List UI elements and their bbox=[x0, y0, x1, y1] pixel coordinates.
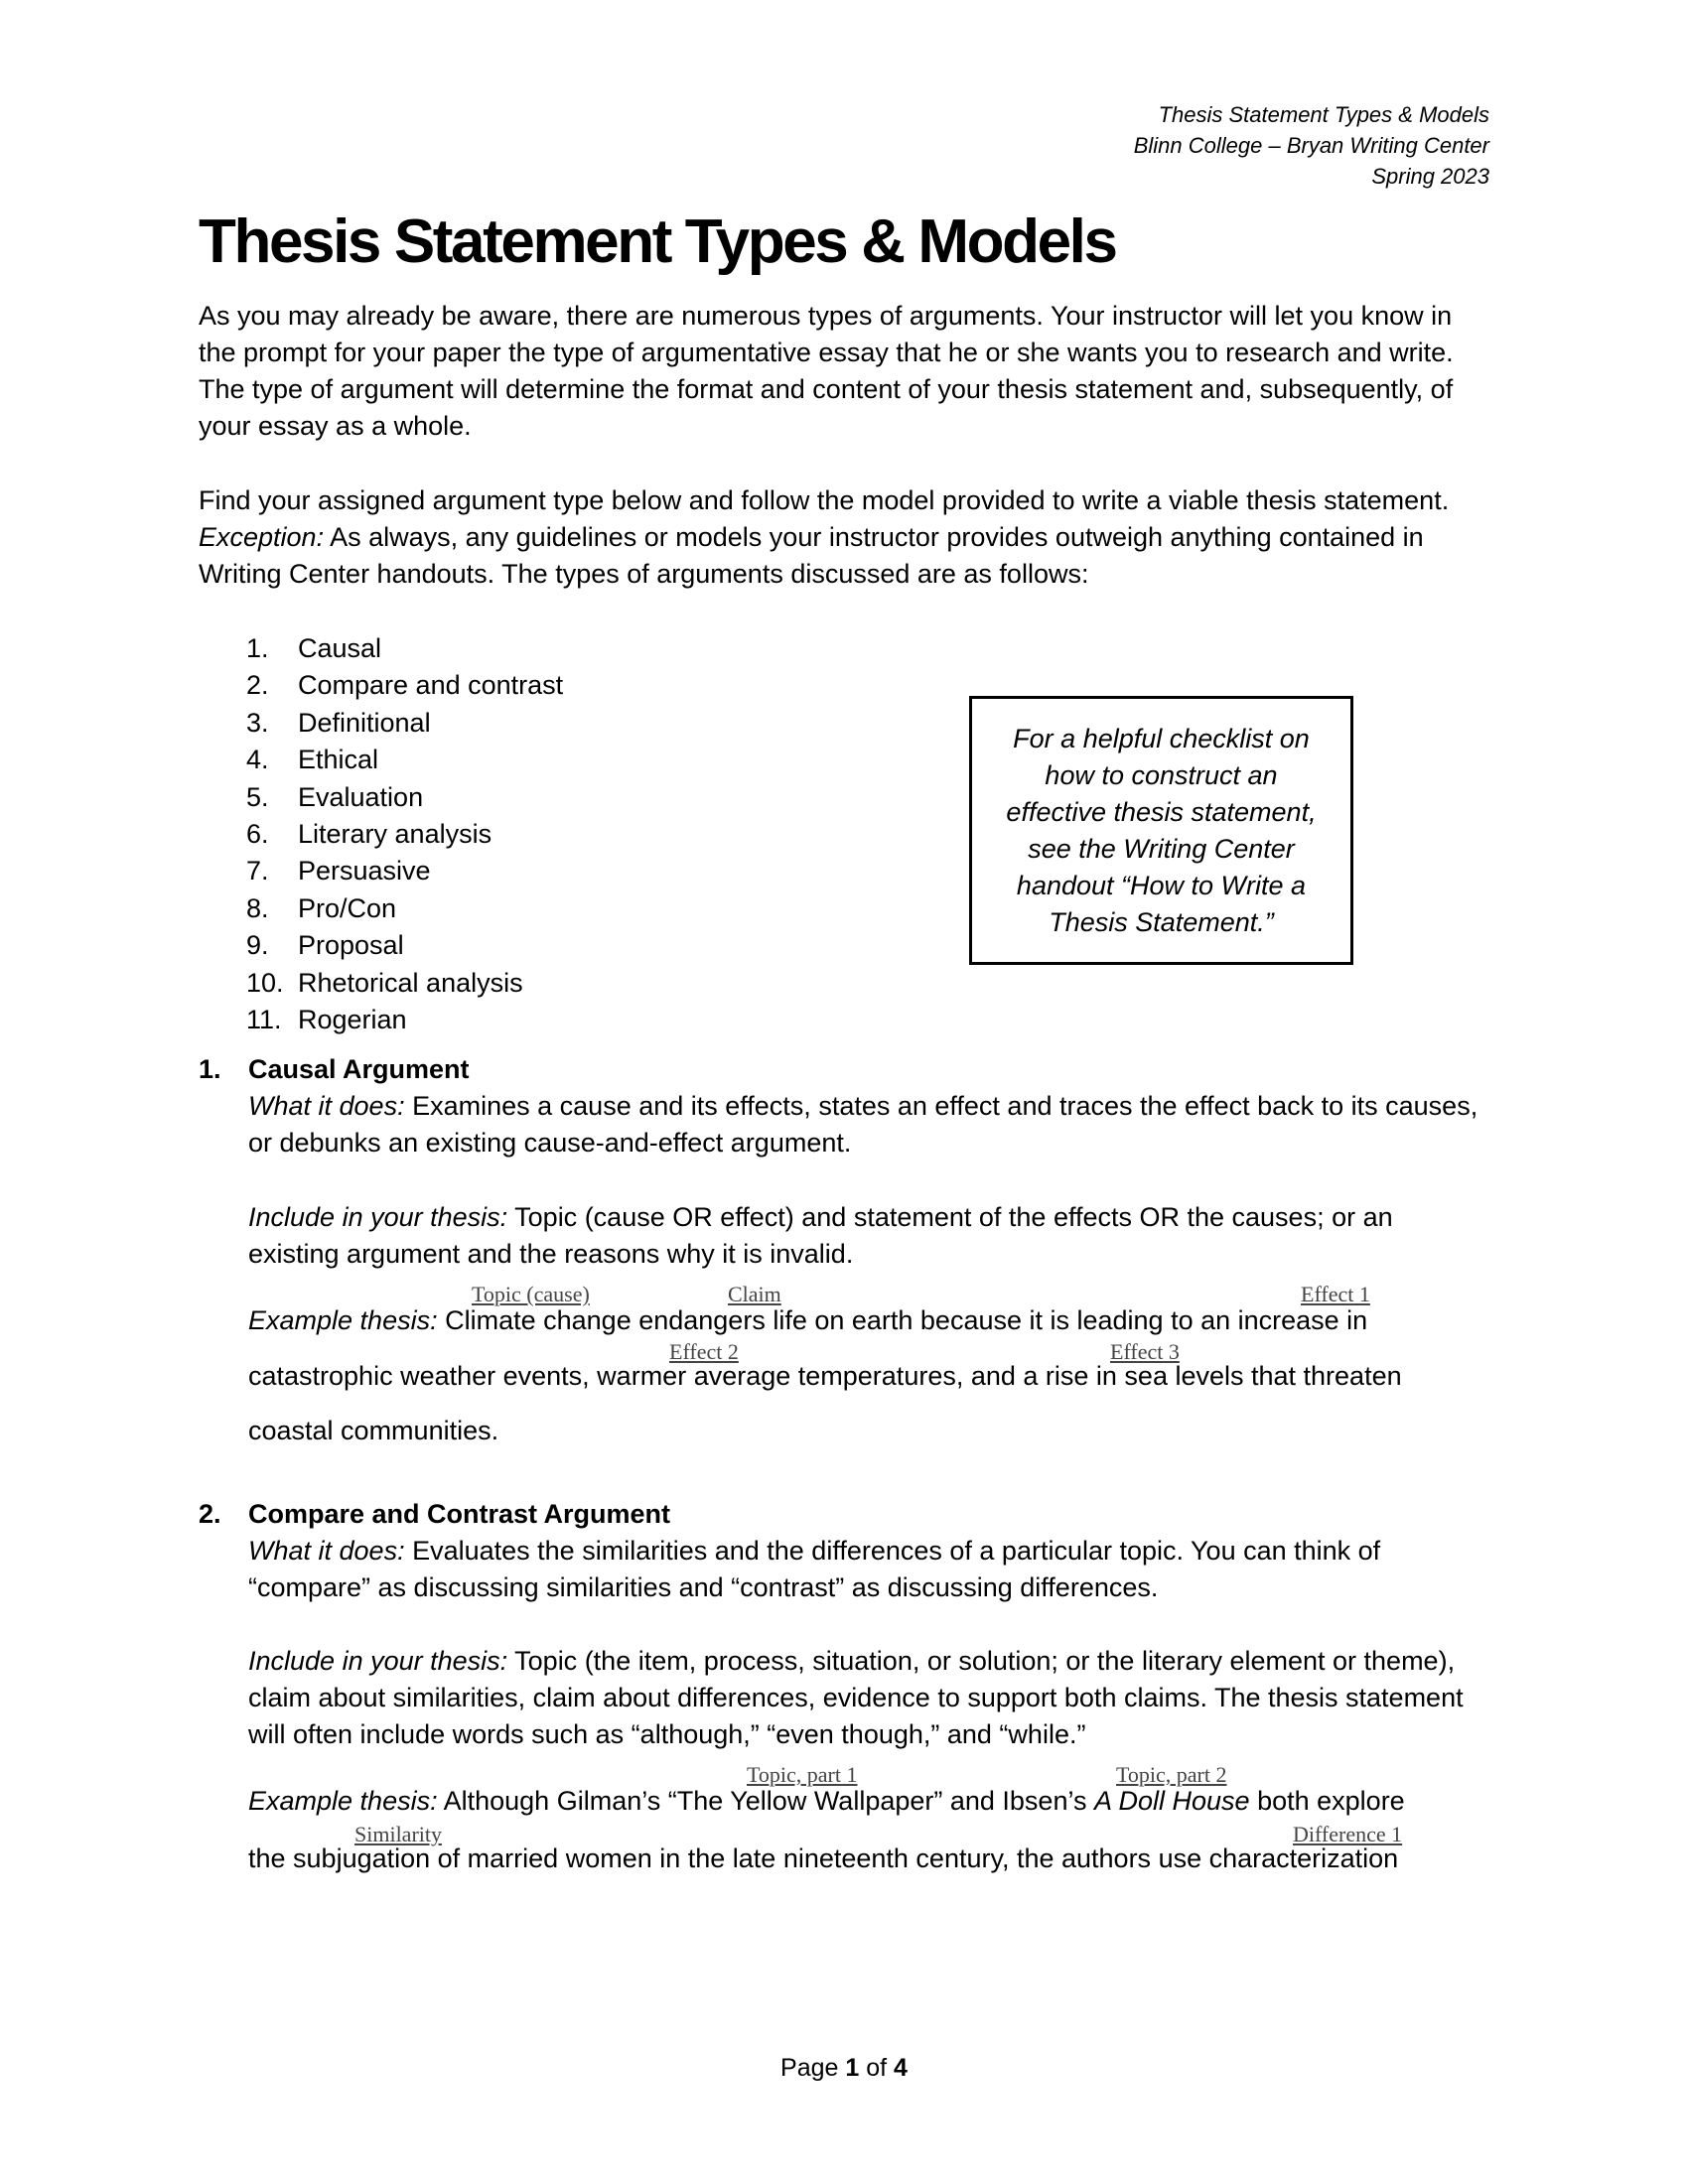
header-institution: Blinn College – Bryan Writing Center bbox=[1133, 133, 1489, 158]
list-label: Literary analysis bbox=[298, 819, 492, 850]
list-number: 3. bbox=[246, 707, 269, 738]
annotation-topic-part-2: Topic, part 2 bbox=[1116, 1762, 1227, 1787]
list-item bbox=[246, 742, 563, 778]
annotation-similarity: Similarity bbox=[354, 1822, 442, 1846]
checklist-callout-text: For a helpful checklist on how to construct an effective thesis statement, see the Writing Center handout “How to Write a Thesis Statement.” bbox=[1006, 723, 1317, 937]
list-number: 8. bbox=[246, 892, 269, 923]
example-text-end: both explore bbox=[1257, 1786, 1405, 1816]
list-item bbox=[246, 927, 563, 964]
example-label: Example thesis: bbox=[248, 1786, 438, 1816]
checklist-callout-box bbox=[969, 696, 1353, 965]
example-text: Climate change endangers life on earth because it is leading to an increase in bbox=[445, 1305, 1368, 1335]
list-number: 5. bbox=[246, 781, 269, 812]
list-item bbox=[246, 965, 563, 1002]
page-number-footer bbox=[0, 2051, 1688, 2085]
intro-p2-end: As always, any guidelines or models your instructor provides outweigh anything contained in Writing Center handouts. The types of arguments discussed are as follows: bbox=[199, 522, 1424, 589]
what-text: Examines a cause and its effects, states an effect and traces the effect back to its causes, or debunks an existing cause-and-effect argument. bbox=[248, 1091, 1478, 1158]
list-label: Ethical bbox=[298, 745, 379, 775]
list-number: 10. bbox=[246, 967, 284, 998]
of-word: of bbox=[866, 2054, 888, 2082]
list-label: Proposal bbox=[298, 930, 404, 961]
what-text: Evaluates the similarities and the differences of a particular topic. You can think of “compare” as discussing similarities and “contrast” as discussing differences. bbox=[248, 1536, 1381, 1602]
section-title: Causal Argument bbox=[248, 1054, 470, 1084]
list-item bbox=[246, 1002, 563, 1038]
list-item bbox=[246, 630, 563, 667]
section-title: Compare and Contrast Argument bbox=[248, 1499, 671, 1529]
list-label: Rogerian bbox=[298, 1005, 407, 1035]
causal-include bbox=[248, 1199, 1489, 1273]
list-number: 7. bbox=[246, 856, 269, 887]
section-heading-causal bbox=[199, 1051, 470, 1088]
annotation-effect-3: Effect 3 bbox=[1110, 1339, 1180, 1364]
intro-paragraph-1: As you may already be aware, there are numerous types of arguments. Your instructor will let you know in the prompt for your paper the type of argumentative essay that he or she wants you to research and write. The type of argument will determine the format and content of your thesis statement and, subsequently, of your essay as a whole. bbox=[199, 301, 1454, 441]
list-label: Evaluation bbox=[298, 781, 424, 812]
annotation-topic-part-1: Topic, part 1 bbox=[747, 1762, 858, 1787]
annotation-effect-1: Effect 1 bbox=[1301, 1282, 1370, 1306]
what-label: What it does: bbox=[248, 1536, 405, 1566]
list-item bbox=[246, 890, 563, 927]
compare-what-it-does bbox=[248, 1533, 1489, 1606]
list-label: Pro/Con bbox=[298, 892, 397, 923]
header-term: Spring 2023 bbox=[1371, 164, 1489, 189]
example-text: Although Gilman’s “The Yellow Wallpaper” and Ibsen’s bbox=[443, 1786, 1087, 1816]
causal-example-line-2: catastrophic weather events, warmer average temperatures, and a rise in sea levels that threaten bbox=[248, 1361, 1402, 1391]
list-item bbox=[246, 705, 563, 742]
list-item bbox=[246, 667, 563, 704]
what-label: What it does: bbox=[248, 1091, 405, 1121]
include-text: Topic (cause OR effect) and statement of the effects OR the causes; or an existing argument and the reasons why it is invalid. bbox=[248, 1202, 1393, 1269]
include-label: Include in your thesis: bbox=[248, 1202, 508, 1232]
current-page: 1 bbox=[845, 2054, 860, 2082]
list-number: 9. bbox=[246, 930, 269, 961]
intro-paragraph-2 bbox=[199, 482, 1489, 593]
work-title: A Doll House bbox=[1094, 1786, 1250, 1816]
annotation-claim: Claim bbox=[728, 1282, 781, 1306]
list-number: 4. bbox=[246, 745, 269, 775]
compare-include bbox=[248, 1643, 1489, 1753]
list-number: 11. bbox=[246, 1005, 282, 1035]
total-pages: 4 bbox=[894, 2054, 908, 2082]
list-label: Compare and contrast bbox=[298, 670, 564, 701]
page-word: Page bbox=[780, 2054, 839, 2082]
causal-example-line-1 bbox=[248, 1302, 1367, 1339]
compare-example-line-2: the subjugation of married women in the late nineteenth century, the authors use characterization bbox=[248, 1843, 1399, 1873]
list-item bbox=[246, 779, 563, 816]
list-label: Definitional bbox=[298, 707, 431, 738]
running-header bbox=[1134, 99, 1489, 192]
causal-what-it-does bbox=[248, 1088, 1489, 1161]
compare-example-line-1 bbox=[248, 1783, 1405, 1820]
include-text: Topic (the item, process, situation, or solution; or the literary element or theme), claim about similarities, claim about differences, evidence to support both claims. The thesis statement will often include words such as “although,” “even though,” and “while.” bbox=[248, 1646, 1464, 1749]
example-label: Example thesis: bbox=[248, 1305, 438, 1335]
page-title: Thesis Statement Types & Models bbox=[199, 207, 1116, 276]
annotation-effect-2: Effect 2 bbox=[669, 1339, 739, 1364]
list-label: Persuasive bbox=[298, 856, 431, 887]
list-number: 6. bbox=[246, 819, 269, 850]
list-label: Rhetorical analysis bbox=[298, 967, 523, 998]
include-label: Include in your thesis: bbox=[248, 1646, 508, 1676]
list-item bbox=[246, 816, 563, 853]
list-item bbox=[246, 853, 563, 889]
argument-types-list bbox=[246, 630, 563, 1038]
section-heading-compare-contrast bbox=[199, 1496, 670, 1533]
annotation-difference-1: Difference 1 bbox=[1293, 1822, 1403, 1846]
section-number: 1. bbox=[199, 1054, 221, 1084]
causal-example-line-3: coastal communities. bbox=[248, 1416, 499, 1445]
list-number: 1. bbox=[246, 633, 269, 663]
header-doc-title: Thesis Statement Types & Models bbox=[1158, 102, 1489, 127]
annotation-topic-cause: Topic (cause) bbox=[472, 1282, 590, 1306]
exception-label: Exception: bbox=[199, 522, 325, 552]
intro-p2-start: Find your assigned argument type below and follow the model provided to write a viable thesis statement. bbox=[199, 485, 1450, 515]
section-number: 2. bbox=[199, 1499, 221, 1529]
list-label: Causal bbox=[298, 633, 382, 663]
list-number: 2. bbox=[246, 670, 269, 701]
